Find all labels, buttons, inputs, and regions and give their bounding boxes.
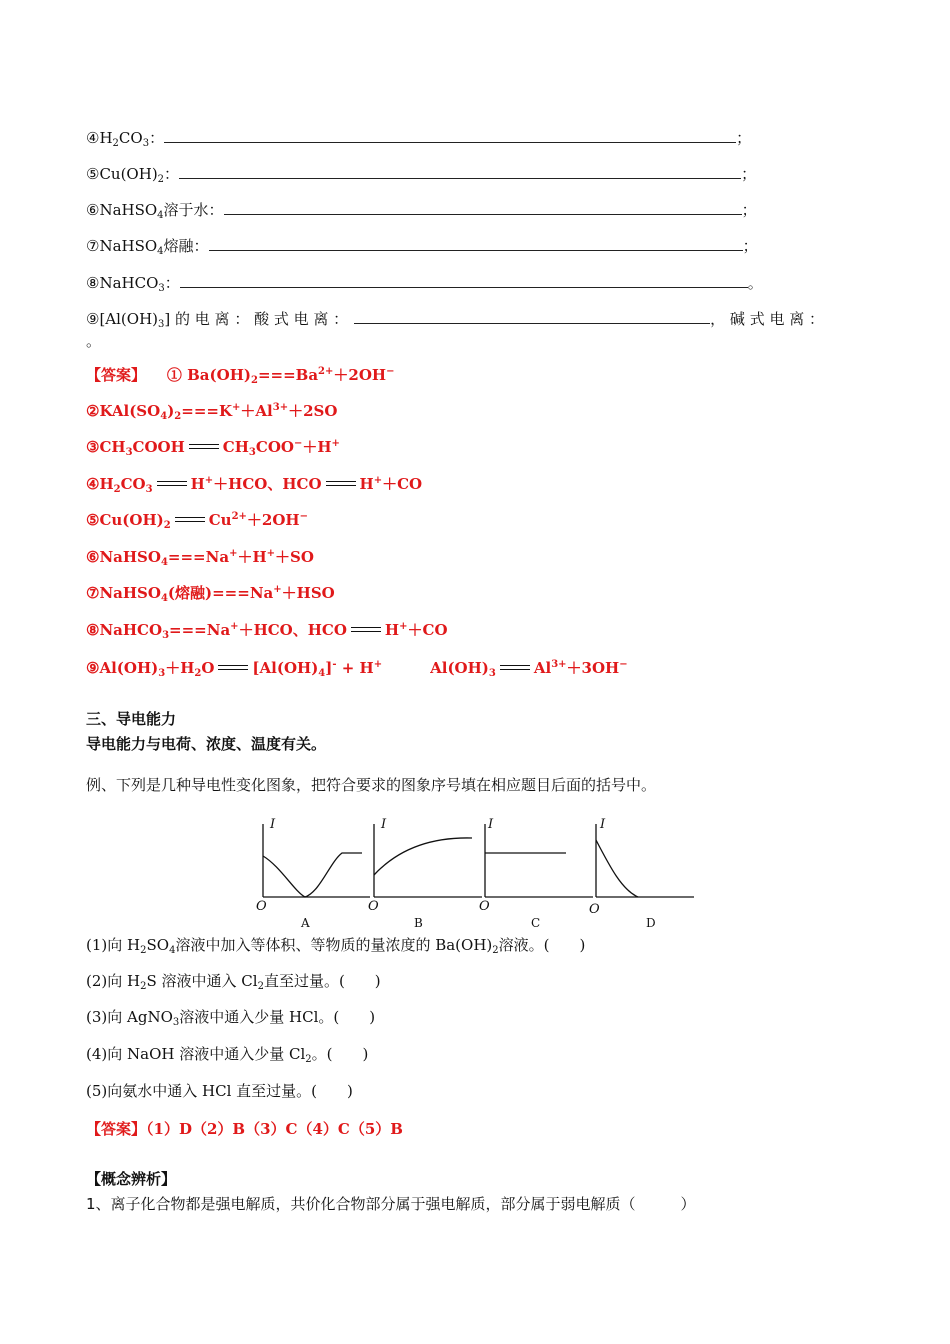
graph-d bbox=[596, 824, 694, 897]
graph-label-c: C bbox=[531, 916, 541, 930]
origin-label-c: O bbox=[479, 899, 490, 914]
question-4: (4)向 NaOH 溶液中通入少量 $Cl_2$。( ) bbox=[86, 1045, 369, 1065]
answer-blank[interactable] bbox=[164, 128, 736, 143]
answer-blank[interactable] bbox=[354, 309, 710, 324]
answer-4: $④H_2CO_3$ H+＋HCO、HCO H+＋CO bbox=[86, 475, 423, 495]
y-axis-label-a: I bbox=[270, 817, 276, 832]
item-6-nahso4-water: ⑥NaHSO$_4$溶于水： ； bbox=[86, 201, 757, 221]
y-axis-label-c: I bbox=[488, 817, 494, 832]
answer-8: ⑧NaHCO$_3$===Na+＋HCO、HCO H+＋CO bbox=[86, 621, 448, 641]
equilibrium-arrow-icon bbox=[187, 442, 221, 452]
conductivity-graphs bbox=[250, 812, 710, 932]
graph-b bbox=[374, 824, 482, 897]
item-7-nahso4-melt: ⑦NaHSO$_4$熔融： ； bbox=[86, 237, 758, 257]
answer-6: ⑥NaHSO$_4$===Na+＋H+＋SO bbox=[86, 548, 314, 568]
equilibrium-arrow-icon bbox=[155, 479, 189, 489]
equilibrium-arrow-icon bbox=[498, 663, 532, 673]
graph-a bbox=[263, 824, 370, 897]
equilibrium-arrow-icon bbox=[349, 625, 383, 635]
graph-label-d: D bbox=[646, 916, 656, 930]
answer-7: ⑦NaHSO$_4$(熔融)===Na+＋HSO bbox=[86, 584, 335, 604]
graph-label-a: A bbox=[301, 916, 310, 930]
origin-label-a: O bbox=[256, 899, 267, 914]
answer-blank[interactable] bbox=[224, 200, 742, 215]
question-2: (2)向 $H_2S$ 溶液中通入 $Cl_2$直至过量。( ) bbox=[86, 972, 381, 992]
item-4-h2co3: $④H_2CO_3$： ； bbox=[86, 129, 752, 149]
section-title: 三、导电能力 bbox=[86, 710, 177, 728]
item-5-cuoh2: $⑤Cu(OH)_2$： ； bbox=[86, 165, 757, 185]
item-8-nahco3: ⑧NaHCO$_3$： 。 bbox=[86, 274, 763, 294]
section-subtitle: 导电能力与电荷、浓度、温度有关。 bbox=[86, 735, 327, 753]
answer-2: $②KAl(SO_4)_2===K^++Al^{3+}+2SO$ bbox=[86, 402, 338, 422]
answer-5: $⑤Cu(OH)_2$ $Cu^{2+}+2OH^-$ bbox=[86, 511, 308, 531]
answer-3: $③CH_3COOH$ $CH_3COO^-+H^+$ bbox=[86, 438, 340, 458]
origin-label-b: O bbox=[368, 899, 379, 914]
answer-9: $⑨Al(OH)_3+H_2O$ $[Al(OH)_4]^- + H^+$ $Al(OH)_3$ $Al^{3+}+3OH^-$ bbox=[86, 659, 628, 679]
concept-title: 【概念辨析】 bbox=[86, 1170, 177, 1188]
equilibrium-arrow-icon bbox=[324, 479, 358, 489]
y-axis-label-b: I bbox=[381, 817, 387, 832]
y-axis-label-d: I bbox=[600, 817, 606, 832]
concept-item-1: 1、离子化合物都是强电解质，共价化合物部分属于强电解质，部分属于弱电解质（ ） bbox=[86, 1195, 696, 1213]
equilibrium-arrow-icon bbox=[173, 515, 207, 525]
answer-blank[interactable] bbox=[209, 236, 743, 251]
question-5: (5)向氨水中通入 HCl 直至过量。( ) bbox=[86, 1082, 353, 1100]
origin-label-d: O bbox=[589, 902, 600, 917]
question-1: (1)向 $H_2SO_4$溶液中加入等体积、等物质的量浓度的 $Ba(OH)_2$溶液。( ) bbox=[86, 936, 586, 956]
item-9-aloh3: $⑨[Al(OH)_3]$ 的 电 离 ： 酸 式 电 离 ： ， 碱 式 电 离 ： bbox=[86, 310, 824, 330]
answer-blank[interactable] bbox=[179, 164, 741, 179]
item-9-end: 。 bbox=[86, 332, 102, 350]
example-prompt: 例、下列是几种导电性变化图象，把符合要求的图象序号填在相应题目后面的括号中。 bbox=[86, 776, 657, 794]
equilibrium-arrow-icon bbox=[216, 663, 250, 673]
answer-section-3: 【答案】（1）D（2）B（3）C（4）C（5）B bbox=[86, 1120, 403, 1138]
question-3: (3)向 AgNO$_3$溶液中通入少量 HCl。( ) bbox=[86, 1008, 376, 1028]
graph-label-b: B bbox=[414, 916, 423, 930]
answer-1: 【答案】 ① $Ba(OH)_2===Ba^{2+}+2OH^-$ bbox=[86, 366, 395, 386]
graph-c bbox=[485, 824, 593, 897]
answer-blank[interactable] bbox=[180, 273, 748, 288]
